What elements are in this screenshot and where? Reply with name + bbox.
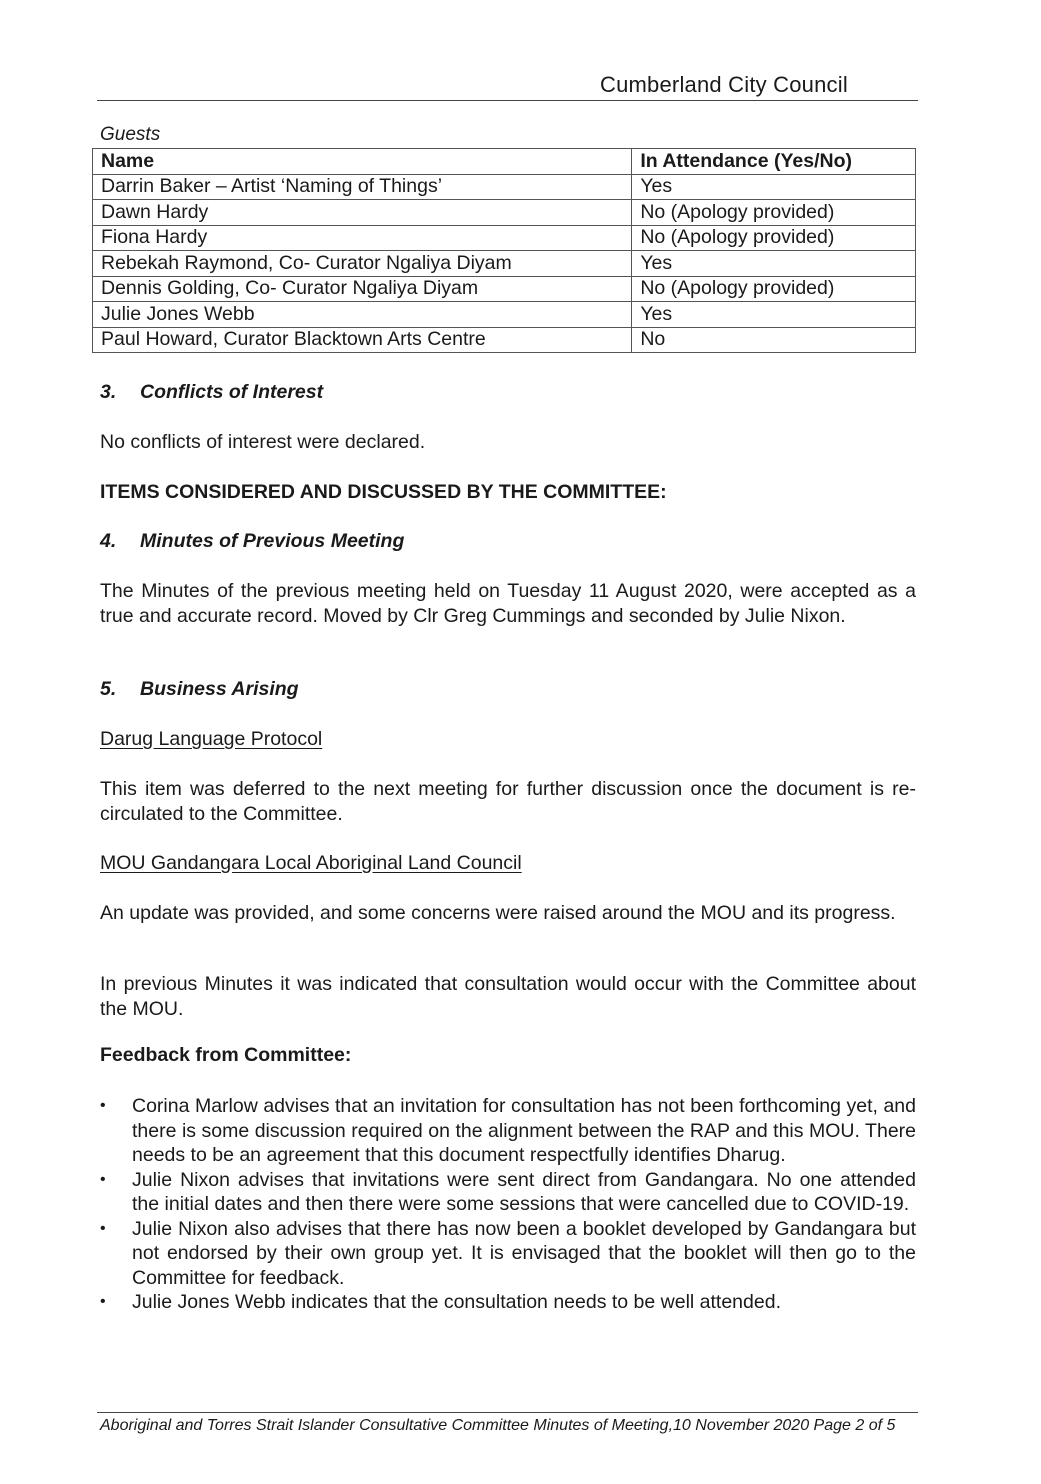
guests-caption: Guests — [100, 124, 161, 145]
table-header-row — [93, 149, 916, 175]
guest-attendance-cell: No (Apology provided) — [632, 200, 916, 226]
guest-attendance-cell: No (Apology provided) — [632, 225, 916, 251]
table-row — [93, 327, 916, 353]
section-number: 4. — [100, 530, 117, 552]
section-number: 3. — [100, 381, 117, 403]
guest-name-cell: Paul Howard, Curator Blacktown Arts Centre — [93, 327, 632, 353]
column-header-name: Name — [93, 149, 632, 175]
table-row — [93, 302, 916, 328]
table-row — [93, 225, 916, 251]
section-4-heading — [100, 529, 916, 554]
feedback-list-container — [100, 1094, 916, 1315]
section-title: Minutes of Previous Meeting — [140, 530, 405, 552]
table-row — [93, 200, 916, 226]
footer-text: Aboriginal and Torres Strait Islander Consultative Committee Minutes of Meeting,10 November 2020 Page 2 of 5 — [100, 1417, 896, 1434]
table-row — [93, 276, 916, 302]
list-item — [100, 1290, 916, 1315]
list-item — [100, 1168, 916, 1217]
table-row — [93, 251, 916, 277]
mou-subheading — [100, 851, 916, 876]
mou-previous-minutes-text: In previous Minutes it was indicated that consultation would occur with the Committee about the MOU. — [100, 973, 916, 1020]
section-title: Business Arising — [140, 678, 299, 700]
column-header-attendance: In Attendance (Yes/No) — [632, 149, 916, 175]
feedback-list — [100, 1094, 916, 1315]
section-4-text: The Minutes of the previous meeting held on Tuesday 11 August 2020, were accepted as a true and accurate record. Moved by Clr Greg Cummings and seconded by Julie Nixon. — [100, 580, 916, 627]
guest-name-cell: Dawn Hardy — [93, 200, 632, 226]
bullet-icon: • — [100, 1097, 106, 1114]
feedback-heading: Feedback from Committee: — [100, 1044, 352, 1066]
guest-attendance-cell: Yes — [632, 174, 916, 200]
section-title: Conflicts of Interest — [140, 381, 324, 403]
bullet-icon: • — [100, 1170, 106, 1188]
section-5-heading — [100, 677, 916, 702]
guest-name-cell: Rebekah Raymond, Co- Curator Ngaliya Diyam — [93, 251, 632, 277]
guest-name-cell: Julie Jones Webb — [93, 302, 632, 328]
section-3-text: No conflicts of interest were declared. — [100, 431, 426, 453]
guest-attendance-cell: No — [632, 327, 916, 353]
guest-attendance-cell: No (Apology provided) — [632, 276, 916, 302]
darug-protocol-subheading — [100, 727, 916, 752]
list-item-text: Julie Nixon also advises that there has now been a booklet developed by Gandangara but not endorsed by their own group yet. It is envisaged that the booklet will then go to the Committee for feedback. — [132, 1217, 916, 1289]
mou-update-text: An update was provided, and some concerns were raised around the MOU and its progress. — [100, 902, 896, 924]
guest-name-cell: Dennis Golding, Co- Curator Ngaliya Diyam — [93, 276, 632, 302]
table-row — [93, 174, 916, 200]
guest-name-cell: Fiona Hardy — [93, 225, 632, 251]
list-item-text: Julie Nixon advises that invitations were sent direct from Gandangara. No one attended the initial dates and then there were some sessions that were cancelled due to COVID-19. — [132, 1168, 916, 1215]
guest-name-cell: Darrin Baker – Artist ‘Naming of Things’ — [93, 174, 632, 200]
section-number: 5. — [100, 678, 117, 700]
list-item-text: Julie Jones Webb indicates that the consultation needs to be well attended. — [132, 1291, 781, 1313]
guests-attendance-table — [92, 148, 916, 353]
guest-attendance-cell: Yes — [632, 251, 916, 277]
list-item — [100, 1217, 916, 1291]
footer-divider — [97, 1412, 918, 1413]
list-item — [100, 1094, 916, 1168]
list-item-text: Corina Marlow advises that an invitation for consultation has not been forthcoming yet, and there is some discussion required on the alignment between the RAP and this MOU. There needs to be an agreement that this document respectfully identifies Dharug. — [132, 1095, 916, 1166]
darug-protocol-text: This item was deferred to the next meeting for further discussion once the document is re-circulated to the Committee. — [100, 778, 916, 825]
bullet-icon: • — [100, 1293, 106, 1310]
section-3-heading — [100, 380, 916, 405]
subheading-text: MOU Gandangara Local Aboriginal Land Council — [100, 852, 522, 874]
guest-attendance-cell: Yes — [632, 302, 916, 328]
bullet-icon: • — [100, 1219, 106, 1237]
header-divider — [97, 100, 918, 101]
items-considered-heading: ITEMS CONSIDERED AND DISCUSSED BY THE COMMITTEE: — [100, 481, 667, 503]
header-organisation: Cumberland City Council — [600, 72, 848, 97]
subheading-text: Darug Language Protocol — [100, 728, 323, 750]
